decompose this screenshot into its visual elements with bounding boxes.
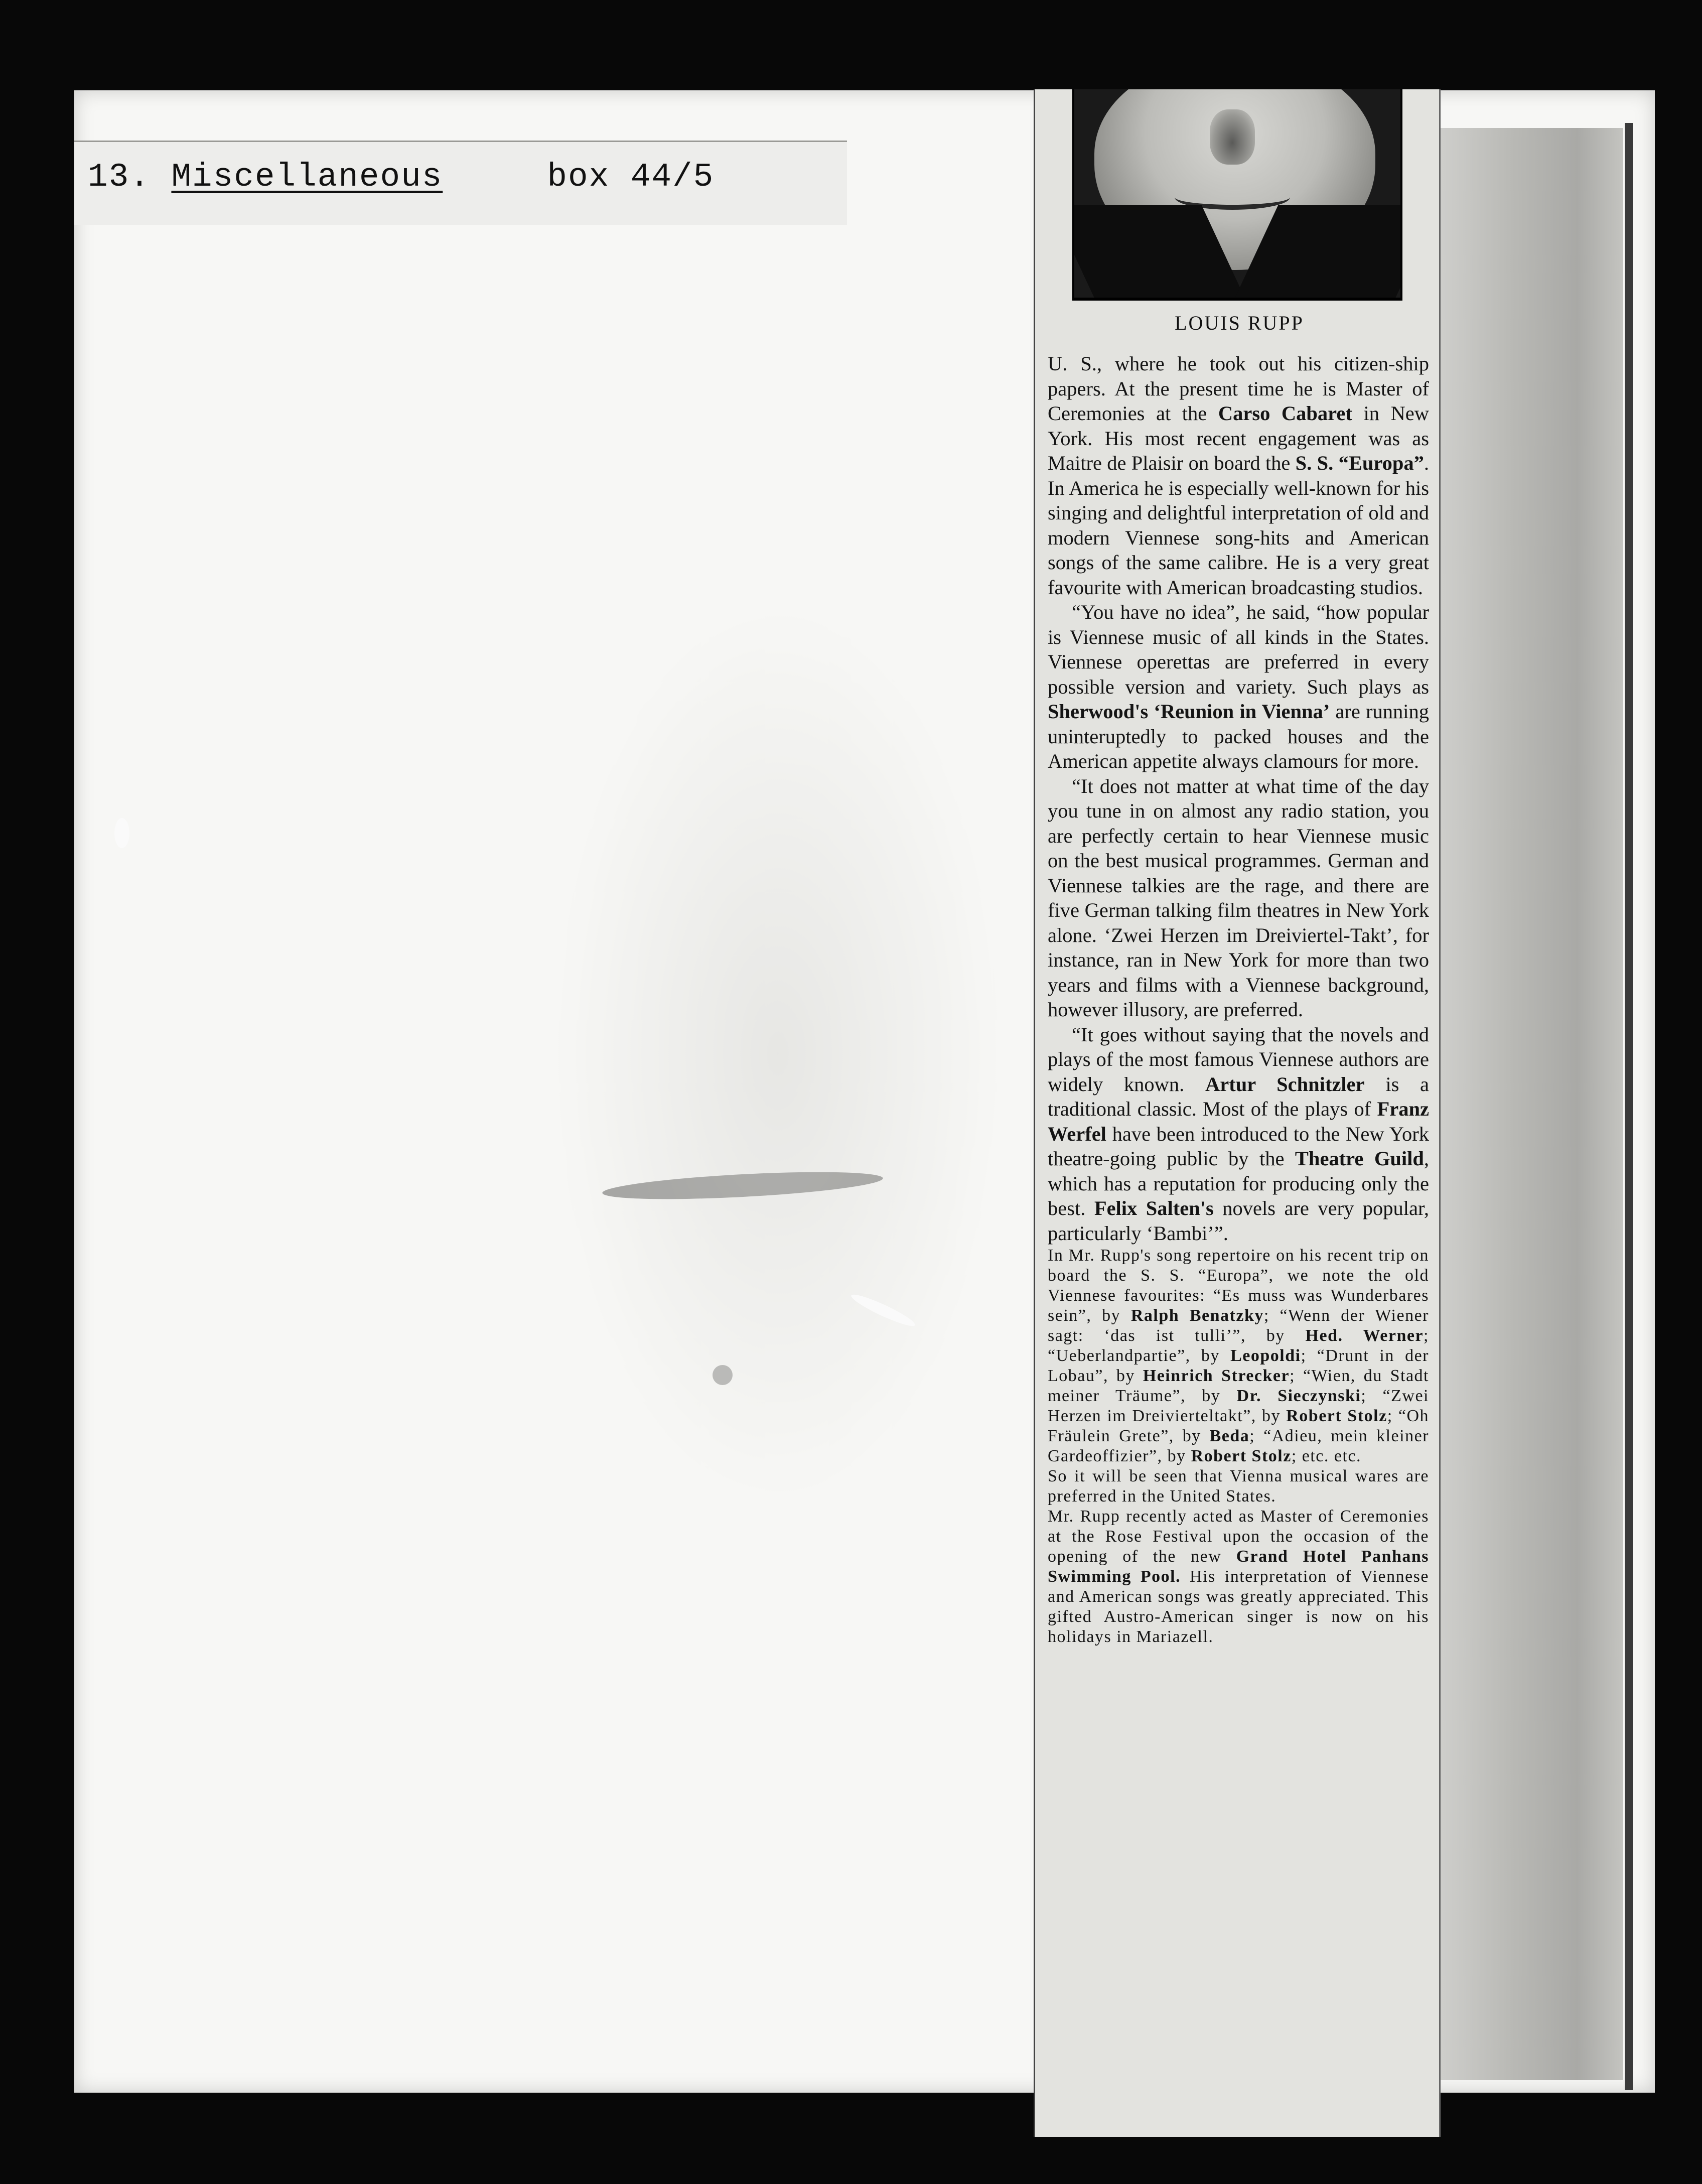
article-paragraph: “It does not matter at what time of the day you tune in on almost any radio station, you are perfectly certain to hear Viennese music on the best musical programmes. German and Viennese talkies are the rage, and there are five German talking film theatres in New York alone. ‘Zwei Herzen im Dreiviertel-Takt’, for instance, ran in New York for more than two years and films with a Viennese background, however illusory, are preferred. [1048,774,1429,1021]
paper-speck [114,818,129,848]
bold-name: Grand Hotel Panhans Swimming Pool. [1048,1547,1430,1586]
bold-name: Carso Cabaret [1218,402,1352,425]
stain-mark [552,602,1004,1506]
label-box: box 44/5 [547,158,715,196]
bold-name: Franz Werfel [1048,1098,1429,1145]
article-body [1048,351,1429,1647]
bold-name: Hed. Werner [1305,1326,1424,1345]
bold-name: Robert Stolz [1286,1407,1387,1425]
label-number: 13. [88,158,151,196]
bold-name: Beda [1209,1427,1250,1445]
portrait-photo [1072,89,1402,301]
bold-name: Dr. Sieczynski [1236,1387,1361,1405]
bold-name: Theatre Guild [1295,1147,1424,1170]
bold-name: Artur Schnitzler [1205,1072,1365,1096]
article-paragraph: “It goes without saying that the novels and plays of the most famous Viennese authors are widely known. Artur Schnitzler is a traditional classic. Most of the plays of Franz Werfel have been introduced to the New York theatre-going public by the Theatre Guild, which has a reputation for producing only the best. Felix Salten's novels are very popular, particularly ‘Bambi’”. [1048,1023,1429,1245]
bold-name: S. S. “Europa” [1295,452,1424,474]
archive-label [88,158,714,196]
article-paragraph: Mr. Rupp recently acted as Master of Ceremonies at the Rose Festival upon the occasion of the opening of the new Grand Hotel Panhans Swimming Pool. His interpretation of Viennese and American songs was greatly appreciated. This gifted Austro-American singer is now on his holidays in Mariazell. [1048,1507,1430,1646]
article-paragraph: In Mr. Rupp's song repertoire on his recent trip on board the S. S. “Europa”, we note the old Viennese favourites: “Es muss was Wunderbares sein”, by Ralph Benatzky; “Wenn der Wiener sagt: ‘das ist tulli’”, by Hed. Werner; “Ueberlandpartie”, by Leopoldi; “Drunt in der Lobau”, by Heinrich Strecker; “Wien, du Stadt meiner Träume”, by Dr. Sieczynski; “Zwei Herzen im Dreivierteltakt”, by Robert Stolz; “Oh Fräulein Grete”, by Beda; “Adieu, mein kleiner Gardeoffizier”, by Robert Stolz; etc. etc. [1048,1246,1430,1465]
bold-name: Heinrich Strecker [1143,1367,1290,1385]
photo-caption: LOUIS RUPP [1175,312,1304,334]
bold-name: Ralph Benatzky [1130,1306,1264,1325]
bold-name: Sherwood's ‘Reunion in Vienna’ [1048,700,1330,723]
mount-edge [1625,123,1633,2090]
bold-name: Felix Salten's [1094,1197,1214,1219]
nose-shape [1210,109,1255,165]
bold-name: Leopoldi [1230,1346,1301,1365]
article-paragraph: “You have no idea”, he said, “how popular is Viennese music of all kinds in the States. Viennese operettas are preferred in every possible version and variety. Such plays as Sherwood's ‘Reunion in Vienna’ are running uninteruptedly to packed houses and the American appetite always clamours for more. [1048,601,1429,772]
article-paragraph: So it will be seen that Vienna musical wares are preferred in the United States. [1048,1467,1429,1506]
mount-border [1438,128,1623,2080]
article-paragraph: U. S., where he took out his citizen-ship papers. At the present time he is Master of Ceremonies at the Carso Cabaret in New York. His most recent engagement was as Maitre de Plaisir on board the S. S. “Europa”. In America he is especially well-known for his singing and delightful interpretation of old and modern Viennese song-hits and American songs of the same calibre. He is a very great favourite with American broadcasting studios. [1048,352,1429,599]
bold-name: Robert Stolz [1191,1447,1292,1465]
label-section: Miscellaneous [171,158,443,196]
